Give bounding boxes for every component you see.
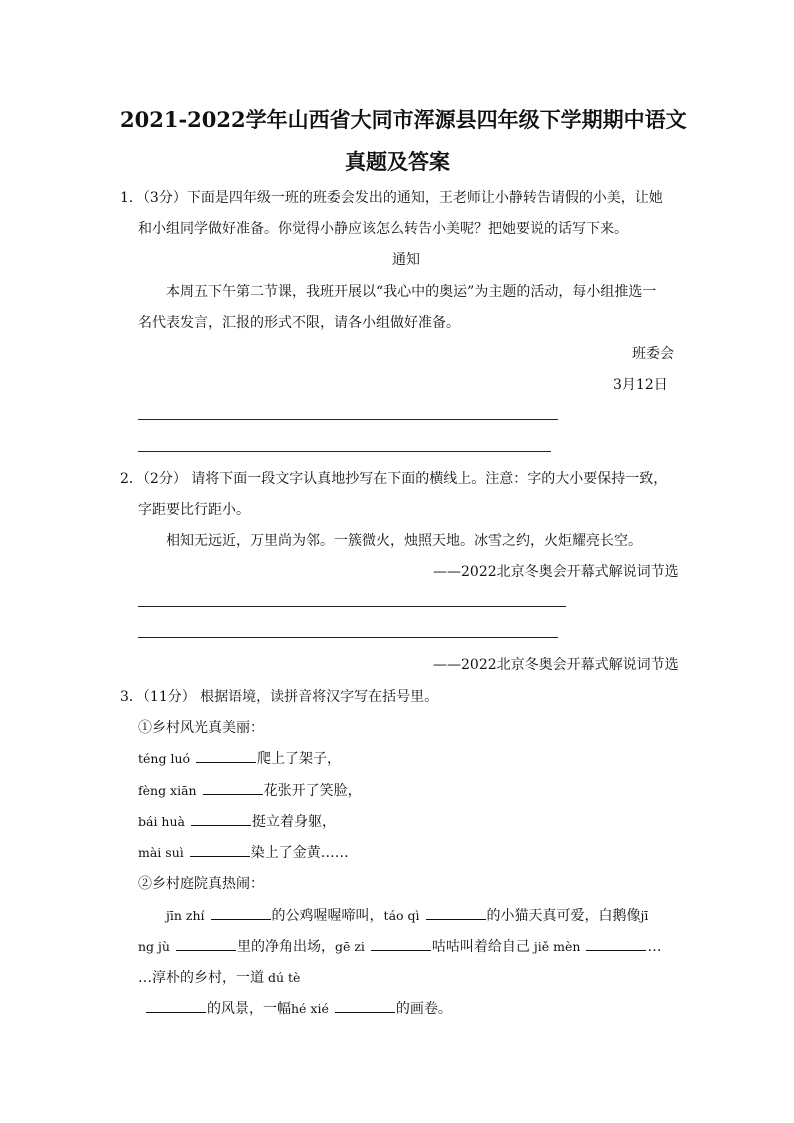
q2-source: ——2022北京冬奥会开幕式解说词节选 bbox=[433, 564, 679, 580]
paragraph-line-1 bbox=[166, 905, 648, 925]
paragraph-line-2 bbox=[138, 936, 661, 956]
para-text: 咕咕叫着给自己 bbox=[431, 939, 530, 955]
item-text: 染上了金黄…… bbox=[250, 845, 349, 861]
title-line-2: 真题及答案 bbox=[345, 149, 450, 174]
pinyin: ng jù bbox=[138, 939, 170, 954]
pinyin: gē zi bbox=[334, 939, 365, 954]
para-text: … bbox=[647, 939, 662, 955]
paragraph-line-4 bbox=[140, 998, 452, 1018]
pinyin: jī bbox=[640, 908, 649, 923]
title-line-1: 2021-2022学年山西省大同市浑源县四年级下学期期中语文 bbox=[120, 107, 687, 132]
answer-blank[interactable] bbox=[335, 1000, 395, 1013]
para-text: 的画卷。 bbox=[395, 1001, 452, 1017]
pinyin: hé xié bbox=[291, 1001, 329, 1016]
pinyin: dú tè bbox=[268, 970, 301, 985]
q2-prompt-line-1: 2．（2分） 请将下面一段文字认真地抄写在下面的横线上。注意：字的大小要保持一致， bbox=[120, 471, 668, 487]
q3-prompt: 3．（11分） 根据语境，读拼音将汉字写在括号里。 bbox=[120, 689, 439, 705]
notice-body-line-1: 本周五下午第二节课，我班开展以“我心中的奥运”为主题的活动，每小组推选一 bbox=[166, 284, 657, 300]
notice-date: 3月12日 bbox=[613, 377, 668, 393]
q2-source: ——2022北京冬奥会开幕式解说词节选 bbox=[433, 657, 679, 673]
pinyin: jiě mèn bbox=[533, 939, 581, 954]
pinyin-item bbox=[138, 811, 336, 831]
q3-subheading-1: ①乡村风光真美丽： bbox=[138, 720, 264, 736]
q2-prompt-line-2: 字距要比行距小。 bbox=[138, 502, 250, 518]
answer-line[interactable] bbox=[138, 606, 566, 607]
answer-blank[interactable] bbox=[190, 844, 250, 857]
answer-blank[interactable] bbox=[203, 782, 263, 795]
answer-line[interactable] bbox=[138, 637, 558, 638]
q1-prompt-line-1: 1．（3分）下面是四年级一班的班委会发出的通知，王老师让小静转告请假的小美，让她 bbox=[120, 190, 663, 206]
q1-prompt-line-2: 和小组同学做好准备。你觉得小静应该怎么转告小美呢？把她要说的话写下来。 bbox=[138, 221, 628, 237]
pinyin: táo qì bbox=[383, 908, 420, 923]
answer-blank[interactable] bbox=[176, 938, 236, 951]
pinyin: fèng xiān bbox=[138, 783, 197, 798]
answer-blank[interactable] bbox=[196, 750, 256, 763]
notice-body-line-2: 名代表发言，汇报的形式不限，请各小组做好准备。 bbox=[138, 315, 460, 331]
answer-blank[interactable] bbox=[211, 907, 271, 920]
answer-line[interactable] bbox=[138, 419, 558, 420]
para-text: …淳朴的乡村，一道 bbox=[138, 970, 264, 986]
para-text: 的小猫天真可爱，白鹅像 bbox=[486, 908, 641, 924]
answer-blank[interactable] bbox=[191, 813, 251, 826]
notice-signature: 班委会 bbox=[632, 346, 674, 362]
pinyin-item bbox=[138, 842, 349, 862]
pinyin-item bbox=[138, 780, 362, 800]
answer-blank[interactable] bbox=[586, 938, 646, 951]
pinyin-item bbox=[138, 748, 341, 768]
pinyin: téng luó bbox=[138, 751, 191, 766]
answer-blank[interactable] bbox=[426, 907, 486, 920]
q2-passage: 相知无远近，万里尚为邻。一簇微火，烛照天地。冰雪之约，火炬耀亮长空。 bbox=[166, 533, 642, 549]
pinyin: bái huà bbox=[138, 814, 185, 829]
para-text: 里的净角出场， bbox=[236, 939, 335, 955]
answer-line[interactable] bbox=[138, 451, 551, 452]
notice-title: 通知 bbox=[392, 252, 420, 268]
answer-blank[interactable] bbox=[371, 938, 431, 951]
item-text: 花张开了笑脸， bbox=[263, 783, 362, 799]
answer-blank[interactable] bbox=[146, 1000, 206, 1013]
para-text: 的公鸡喔喔啼叫， bbox=[271, 908, 384, 924]
item-text: 爬上了架子， bbox=[257, 751, 342, 767]
paragraph-line-3 bbox=[138, 967, 300, 987]
q3-subheading-2: ②乡村庭院真热闹： bbox=[138, 876, 264, 892]
para-text: 的风景，一幅 bbox=[207, 1001, 291, 1017]
item-text: 挺立着身躯， bbox=[251, 814, 336, 830]
pinyin: mài suì bbox=[138, 845, 184, 860]
pinyin: jīn zhí bbox=[166, 908, 205, 923]
